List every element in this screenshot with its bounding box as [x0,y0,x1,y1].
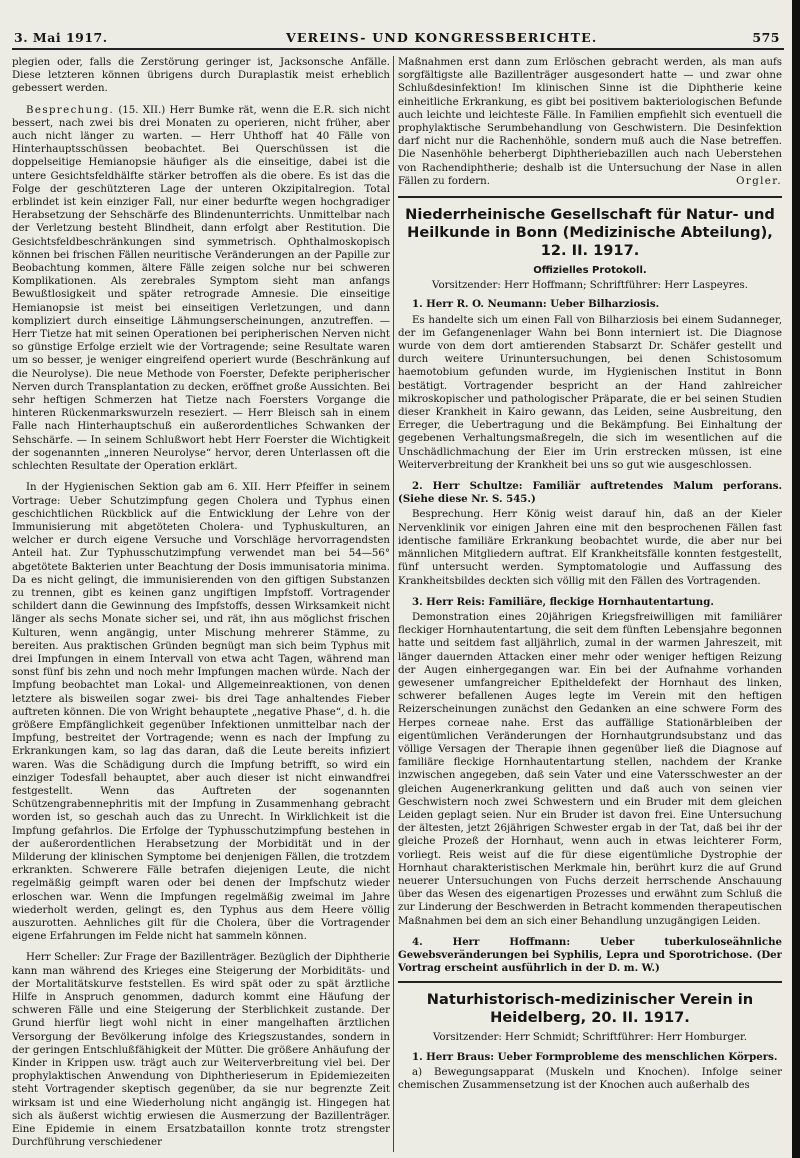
chair-line: Vorsitzender: Herr Schmidt; Schriftführer: Herr Homburger. [432,1032,748,1044]
talk-body: Es handelte sich um einen Fall von Bilharziosis bei einem Sudanneger, der im Gefangenenlager Wahn bei Bonn interniert ist. Die Diagnose wurde von dem dort amtierenden Stabsarzt Dr. Schäfer gestellt und durch weitere Urinuntersuchungen, bei denen Schistosomum haemotobium gefunden wurde, im Hygienischen Institut in Bonn bestätigt. Vortragender bespricht an der Hand zahlreicher mikroskopischer und pathologischer Präparate, die er bei seinen Studien dieser Krankheit in Kairo gewann, das Leiden, seine Ausbreitung, den Erreger, die Uebertragung und die Bekämpfung. Bei Einhaltung der gegebenen Verhaltungsmaßregeln, die sich im wesentlichen auf die Unschädlichmachung der Eier im Urin erstrecken müssen, ist eine Weiterverbreitung der Krankheit bei uns so gut wie ausgeschlossen. [398,314,782,471]
society-heading: Naturhistorisch-medizinischer Verein in Heidelberg, 20. II. 1917. [426,991,754,1027]
header-rule [12,48,784,50]
talk-heading: 3. Herr Reis: Familiäre, fleckige Hornhautentartung. [412,595,714,608]
column-divider [393,56,394,1152]
discussion-label: Besprechung. [26,104,115,116]
talk-heading: 4. Herr Hoffmann: Ueber tuberkuloseähnliche Gewebsveränderungen bei Syphilis, Lepra und Sporotrichose. (Der Vortrag erscheint ausführlich in der D. m. W.) [398,935,782,975]
talk-heading: 1. Herr Braus: Ueber Formprobleme des menschlichen Körpers. [412,1050,778,1063]
talk-heading: 2. Herr Schultze: Familiär auftretendes Malum perforans. (Siehe diese Nr. S. 545.) [398,480,782,506]
protocol-label: Offizielles Protokoll. [533,265,647,277]
paragraph [398,56,782,188]
chair-line: Vorsitzender: Herr Hoffmann; Schriftführer: Herr Laspeyres. [432,280,748,292]
talk-body: Demonstration eines 20jährigen Kriegsfreiwilligen mit familiärer fleckiger Hornhautentartung, die seit dem fünften Lebensjahre begonnen hatte und seitdem fast alljährlich, zumal in der warmen Jahreszeit, mit länger dauernden Attacken einer mehr oder weniger heftigen Reizung der Augen einhergegangen war. Ein bei der Aufnahme vorhanden gewesener umfangreicher Epitheldefekt der Hornhaut des linken, schwerer befallenen Auges legte im Verein mit den heftigen Reizerscheinungen zunächst den Gedanken an eine schwere Form des Herpes corneae nahe. Erst das auffällige Stationärbleiben der eigentümlichen Veränderungen der Hornhautgrundsubstanz und das völlige Versagen der Therapie ihnen gegenüber ließ die Diagnose auf familiäre fleckige Hornhautentartung stellen, nachdem der Kranke inzwischen angegeben, daß sein Vater und eine Vatersschwester an der gleichen Augenerkrankung gelitten und daß auch von seinen vier Geschwistern noch zwei Schwestern und ein Bruder mit dem gleichen Leiden geplagt seien. Nur ein Bruder ist davon frei. Eine Untersuchung der ältesten, jetzt 26jährigen Schwester ergab in der Tat, daß bei ihr der gleiche Prozeß der Hornhaut, wenn auch in etwas leichterer Form, vorliegt. Reis weist auf die für diese eigentümliche Dystrophie der Hornhaut charakteristischen Merkmale hin, berührt kurz die auf Grund neuerer Untersuchungen von Fuchs derzeit herrschende Anschauung über das Wesen des eigenartigen Prozesses und erwähnt zum Schluß die zur Linderung der Beschwerden in Betracht kommenden therapeutischen Maßnahmen bei dem an sich einer Behandlung unzugängigen Leiden. [398,611,782,927]
discussion-text: (15. XII.) Herr Bumke rät, wenn die E.R. sich nicht bessert, nach zwei bis drei Monaten zu operieren, nicht früher, aber auch nicht länger zu warten. — Herr Uhthoff hat 40 Fälle von Hinterhauptsschüssen beobachtet. Bei Querschüssen ist die doppelseitige Hemianopsie häufiger als die einseitige, dabei ist die untere Gesichtsfeldhälfte stärker betroffen als die obere. Es ist das die Folge der geschützteren Lage der unteren Okzipitalregion. Total erblindet ist kein einziger Fall, nur einer bedurfte wegen hochgradiger Herabsetzung der Sehschärfe des Blindenunterrichts. Unmittelbar nach der Verletzung besteht Blindheit, dann erfolgt aber Restitution. Die Gesichtsfeldbeschränkungen sind symmetrisch. Ophthalmoskopisch können bei frischen Fällen neuritische Veränderungen an der Papille zur Beobachtung kommen, ältere Fälle zeigen solche nur bei schweren Komplikationen. Als zerebrales Symptom sieht man anfangs Bewußtlosigkeit und später retrograde Amnesie. Die einseitige Hemianopsie ist meist bei einseitigen Verletzungen, und dann kompliziert durch einseitige Lähmungserscheinungen, anzutreffen. — Herr Tietze hat mit seinen Operationen bei peripherischen Nerven nicht so günstige Erfolge erzielt wie der Vortragende; seine Resultate waren um so besser, je weniger eingreifend operiert wurde (Beschränkung auf die Neurolyse). Die neue Methode von Foerster, Defekte peripherischer Nerven durch Transplantation zu decken, eröffnet große Aussichten. Bei sehr heftigen Schmerzen hat Tietze nach Foersters Vorgange die hinteren Rückenmarkswurzeln reseziert. — Herr Bleisch sah in einem Falle nach Hinterhauptschuß ein außerordentliches Schwanken der Sehschärfe. — In seinem Schlußwort hebt Herr Foerster die Wichtigkeit der sogenannten „inneren Neurolyse“ hervor, deren Unterlassen oft die schlechten Resultate der Operation erklärt. [12,104,390,473]
section-rule [398,196,782,198]
paragraph: plegien oder, falls die Zerstörung geringer ist, Jacksonsche Anfälle. Diese letzteren können übrigens durch Duraplastik meist erheblich gebessert werden. [12,57,390,95]
paragraph: Herr Scheller: Zur Frage der Bazillenträger. Bezüglich der Diphtherie kann man während des Krieges eine Steigerung der Morbiditäts- und der Mortalitätskurve feststellen. Es wird spät oder zu spät ärztliche Hilfe in Anspruch genommen, dadurch kommt eine Häufung der schweren Fälle und eine Steigerung der Sterblichkeit zustande. Der Grund hierfür liegt wohl nicht in einer mangelhaften ärztlichen Versorgung der Bevölkerung infolge des Kriegszustandes, sondern in der geringen Entschlußfähigkeit der Mütter. Die größere Anhäufung der Kinder in Krippen usw. trägt auch zur Weiterverbreitung viel bei. Der prophylaktischen Anwendung von Diphtherieserum in Epidemiezeiten steht Vortragender skeptisch gegenüber, da sie nur begrenzte Zeit wirksam ist und eine Wiederholung nicht angängig ist. Hingegen hat sich als äußerst wichtig erwiesen die Ausmerzung der Bazillenträger. Eine Epidemie in einem Ersatzbataillon konnte trotz strengster Durchführung verschiedener [12,952,390,1149]
discussion-paragraph [12,104,390,474]
talk-body: a) Bewegungsapparat (Muskeln und Knochen). Infolge seiner chemischen Zusammensetzung ist der Knochen auch außerhalb des [398,1066,782,1091]
right-column [398,56,782,1152]
left-column [12,56,390,1152]
page-number: 575 [752,30,780,45]
section-title: VEREINS- UND KONGRESSBERICHTE. [286,30,598,45]
scan-edge [792,0,800,1158]
author-signature: Orgler. [736,175,782,187]
running-header [14,30,780,48]
talk-heading: 1. Herr R. O. Neumann: Ueber Bilharziosis. [412,298,660,311]
paragraph: In der Hygienischen Sektion gab am 6. XII. Herr Pfeiffer in seinem Vortrage: Ueber Schutzimpfung gegen Cholera und Typhus einen geschichtlichen Rückblick auf die Entwicklung der Lehre von der Immunisierung mit abgetöteten Cholera- und Typhuskulturen, an welcher er durch eigene Versuche und Vorschläge hervorragendsten Anteil hat. Zur Typhusschutzimpfung verwendet man bei 54—56° abgetötete Bakterien unter Beachtung der Dosis immunisatoria minima. Da es nicht gelingt, die immunisierenden von den giftigen Substanzen zu trennen, gibt es keinen ganz ungiftigen Impfstoff. Vortragender schildert dann die Gewinnung des Impfstoffs, dessen Wirksamkeit nicht länger als sechs Monate sicher sei, und rät, ihn aus möglichst frischen Kulturen, wenn angängig, unter Mischung mehrerer Stämme, zu bereiten. Aus praktischen Gründen begnügt man sich beim Typhus mit drei Impfungen in einem Intervall von etwa acht Tagen, während man sonst fünf bis zehn und noch mehr Impfungen machen würde. Nach der Impfung beobachtet man Lokal- und Allgemeinreaktionen, von denen letztere als bisweilen sogar zwei- bis drei Tage anhaltendes Fieber auftreten können. Die von Wright behauptete „negative Phase“, d. h. die größere Empfänglichkeit gegenüber Infektionen unmittelbar nach der Impfung, bestreitet der Vortragende; wenn es nach der Impfung zu Erkrankungen kam, so lag das daran, daß die Leute bereits infiziert waren. Was die Schädigung durch die Impfung betrifft, so wird ein einziger Todesfall behauptet, aber auch dieser ist nicht einwandfrei festgestellt. Wenn das Auftreten der sogenannten Schützengrabennephritis mit der Impfung in Zusammenhang gebracht worden ist, so geschah auch das zu Unrecht. In Wirklichkeit ist die Impfung gefahrlos. Die Erfolge der Typhusschutzimpfung bestehen in der außerordentlichen Herabsetzung der Morbidität und in der Milderung der klinischen Symptome bei denjenigen Fällen, die trotzdem erkrankten. Schwerere Fälle betrafen diejenigen Leute, die nicht regelmäßig geimpft waren oder bei denen der Impfschutz wieder erloschen war. Wenn die Impfungen regelmäßig zweimal im Jahre wiederholt werden, gelingt es, den Typhus aus dem Heere völlig auszurotten. Aehnliches gilt für die Cholera, über die Vortragender eigene Erfahrungen im Felde nicht hat sammeln können. [12,482,390,943]
society-heading: Niederrheinische Gesellschaft für Natur- und Heilkunde in Bonn (Medizinische Abteilung), 12. II. 1917. [405,206,775,260]
section-rule [398,981,782,983]
issue-date: 3. Mai 1917. [14,30,108,45]
paragraph-text: Maßnahmen erst dann zum Erlöschen gebracht werden, als man aufs sorgfältigste alle Bazillenträger ausgesondert hatte — und zwar ohne Schlußdesinfektion! Im klinischen Sinne ist die Diphtherie keine einheitliche Erkrankung, es gibt bei positivem bakteriologischen Befunde auch leichte und leichteste Fälle. In Familien empfiehlt sich eventuell die prophylaktische Serumbehandlung von Geschwistern. Die Desinfektion darf nicht nur die Rachenhöhle, sondern muß auch die Nase betreffen. Die Nasenhöhle beherbergt Diphtheriebazillen auch nach Ueberstehen von Rachendiphtherie; deshalb ist die Untersuchung der Nase in allen Fällen zu fordern. [398,57,782,187]
talk-body: Besprechung. Herr König weist darauf hin, daß an der Kieler Nervenklinik vor einigen Jahren eine mit den besprochenen Fällen fast identische familiäre Erkrankung beobachtet wurde, die aber nur bei männlichen Mitgliedern auftrat. Elf Krankheitsfälle konnten festgestellt, fünf untersucht werden. Symptomatologie und Auffassung des Krankheitsbildes deckten sich völlig mit den Fällen des Vortragenden. [398,509,782,587]
